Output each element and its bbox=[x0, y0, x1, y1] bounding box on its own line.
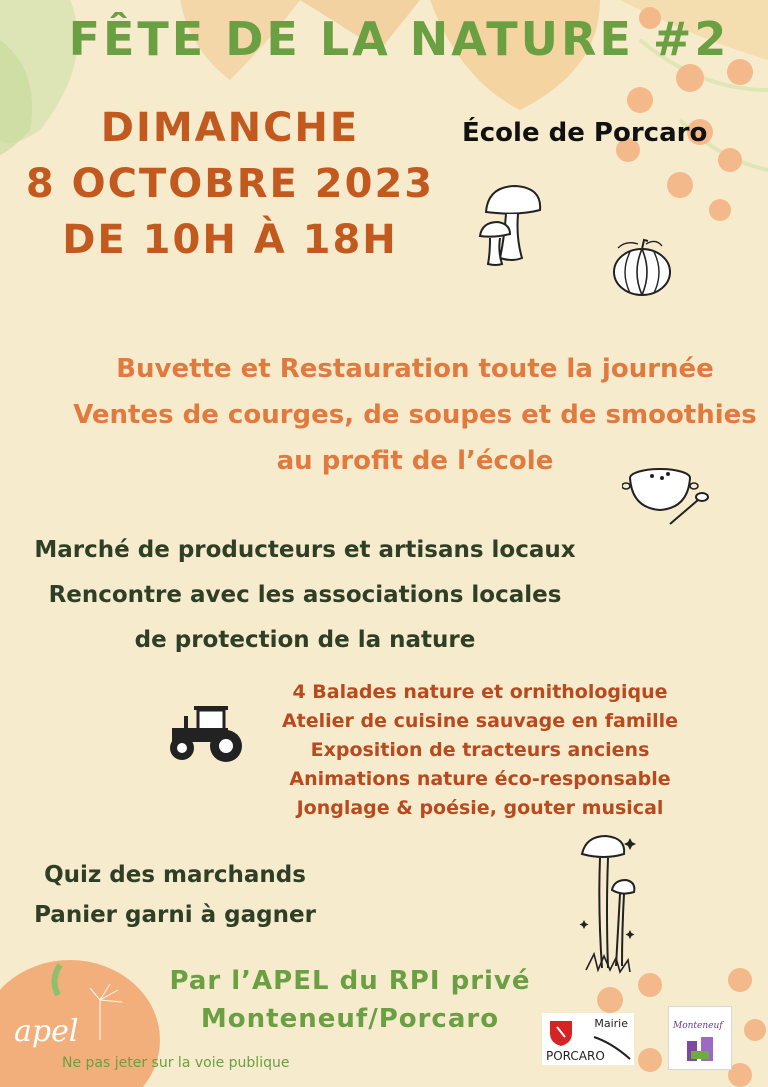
date-hours: DE 10H À 18H bbox=[62, 217, 398, 263]
activities-list bbox=[270, 678, 690, 823]
market-line-1: Marché de producteurs et artisans locaux bbox=[34, 537, 576, 563]
swoosh-icon bbox=[592, 1033, 632, 1061]
tall-mushrooms-icon bbox=[576, 830, 640, 980]
activity-item: Atelier de cuisine sauvage en famille bbox=[281, 710, 679, 732]
coat-of-arms-icon bbox=[548, 1019, 574, 1047]
date-full: 8 OCTOBRE 2023 bbox=[25, 161, 435, 207]
disposal-notice: Ne pas jeter sur la voie publique bbox=[62, 1055, 290, 1071]
mairie-label: Mairie bbox=[594, 1017, 628, 1030]
market-line-2: Rencontre avec les associations locales bbox=[48, 582, 562, 608]
tractor-icon bbox=[164, 702, 246, 764]
organizer-line-1: Par l’APEL du RPI privé bbox=[169, 966, 531, 996]
activity-item: Jonglage & poésie, gouter musical bbox=[296, 797, 664, 819]
organizer bbox=[150, 962, 550, 1038]
pumpkin-icon bbox=[610, 236, 674, 298]
mushroom-icon bbox=[478, 180, 546, 270]
activity-item: 4 Balades nature et ornithologique bbox=[292, 681, 668, 703]
quiz-info bbox=[20, 855, 330, 935]
quiz-line-2: Panier garni à gagner bbox=[34, 902, 316, 928]
monteneuf-logo bbox=[668, 1006, 732, 1070]
food-line-3: au profit de l’école bbox=[276, 446, 554, 476]
apel-logo: apel bbox=[14, 1014, 79, 1049]
monteneuf-emblem-icon bbox=[683, 1033, 717, 1063]
date-day: DIMANCHE bbox=[100, 105, 360, 151]
location: École de Porcaro bbox=[462, 118, 708, 148]
market-line-3: de protection de la nature bbox=[134, 627, 476, 653]
monteneuf-label: Monteneuf bbox=[673, 1021, 723, 1031]
food-line-1: Buvette et Restauration toute la journée bbox=[116, 354, 714, 384]
mairie-porcaro-logo bbox=[542, 1013, 634, 1065]
market-info bbox=[20, 528, 590, 663]
event-title: FÊTE DE LA NATURE #2 bbox=[68, 12, 730, 66]
mairie-town: PORCARO bbox=[546, 1049, 605, 1063]
quiz-line-1: Quiz des marchands bbox=[44, 862, 306, 888]
organizer-line-2: Monteneuf/Porcaro bbox=[200, 1004, 500, 1034]
food-line-2: Ventes de courges, de soupes et de smoothies bbox=[73, 400, 757, 430]
soup-bowl-icon bbox=[622, 462, 710, 532]
activity-item: Exposition de tracteurs anciens bbox=[310, 739, 650, 761]
activity-item: Animations nature éco-responsable bbox=[289, 768, 671, 790]
